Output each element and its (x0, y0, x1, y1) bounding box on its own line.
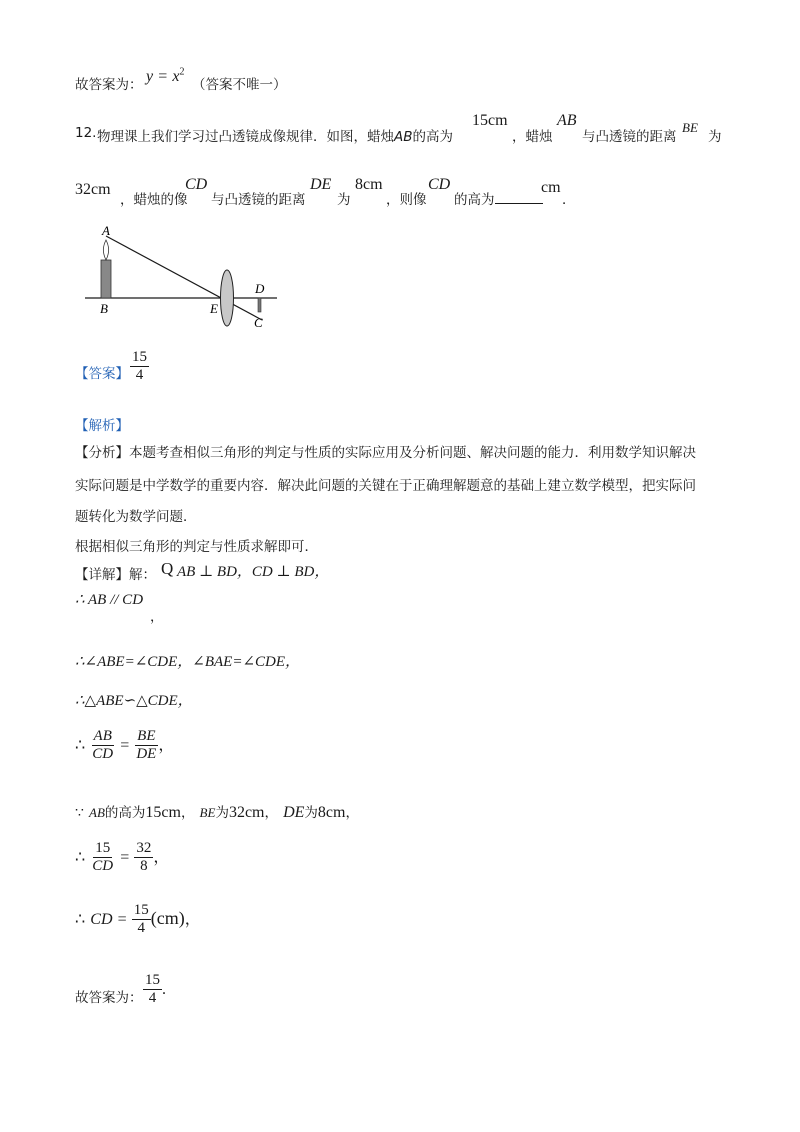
value-8cm: 8cm (355, 176, 383, 193)
detail-ratio: ∴ $\frac{AB}{CD}$ = $\frac{BE}{DE}$ ， (75, 728, 175, 762)
detail-perp: AB ⊥ BD，CD ⊥ BD， (177, 564, 330, 580)
point-d-label: D (255, 281, 265, 296)
question-text-1: 物理课上我们学习过凸透镜成像规律．如图，蜡烛AB的高为 (97, 129, 453, 145)
value-15cm: 15cm (472, 112, 508, 129)
value-32cm: 32cm (75, 181, 111, 198)
label-ab: AB (557, 112, 577, 129)
formula-rhs: x (172, 68, 180, 85)
label-be: BE (682, 120, 698, 135)
answer-blank (495, 191, 543, 204)
final-answer-label: 故答案为： (75, 990, 143, 1006)
detail-parallel: ∴ AB // CD (75, 592, 144, 608)
formula-lhs: y (146, 68, 154, 85)
formula-exp: 2 (179, 66, 185, 78)
detail-substitute: ∴ $\frac{15}{CD}$ = $\frac{32}{8}$ ， (75, 840, 170, 874)
detail-similar: ∴△ABE∽△CDE， (75, 693, 193, 709)
point-c-label: C (254, 315, 263, 330)
analysis-line-2: 实际问题是中学数学的重要内容．解决此问题的关键在于正确理解题意的基础上建立数学模型，把实际问 (75, 478, 696, 494)
analysis-tag: 【解析】 (75, 418, 129, 434)
answer-tag: 【答案】 (75, 366, 129, 382)
final-answer-fraction: $\frac{15}{4}$ . (145, 972, 166, 1006)
question-text-7: 为 (337, 192, 351, 208)
detail-parallel-comma: ， (150, 609, 164, 625)
analysis-line-4: 根据相似三角形的判定与性质求解即可． (75, 539, 318, 555)
unit-cm: cm (541, 179, 561, 196)
label-cd: CD (185, 176, 208, 193)
answer-fraction: $\frac{15}{4}$ (132, 349, 147, 383)
candle-body (101, 260, 111, 298)
detail-angles: ∴∠ABE=∠CDE，∠BAE=∠CDE， (75, 654, 301, 670)
label-de: DE (310, 176, 332, 193)
lens-diagram (80, 220, 290, 335)
point-b-label: B (100, 301, 108, 316)
question-text-8: ，则像 (386, 192, 427, 208)
candle-flame (103, 240, 108, 260)
analysis-line-3: 题转化为数学问题． (75, 509, 197, 525)
question-text-6: 与凸透镜的距离 (211, 192, 306, 208)
convex-lens (221, 270, 234, 326)
because-symbol: Q (161, 559, 174, 578)
analysis-line-1: 【分析】本题考查相似三角形的判定与性质的实际应用及分析问题、解决问题的能力．利用数学知识解决 (75, 445, 696, 461)
formula-eq: = (158, 68, 168, 85)
prev-answer-label: 故答案为： (75, 77, 143, 93)
point-a-label: A (102, 223, 110, 238)
question-text-9: 的高为 (454, 188, 543, 208)
point-e-label: E (210, 301, 218, 316)
question-text-5: ，蜡烛的像 (120, 192, 188, 208)
detail-result: ∴ CD = $\frac{15}{4}$ (cm)， (75, 902, 201, 936)
question-text-2: ，蜡烛 (512, 129, 553, 145)
detail-given: ∵ AB的高为15cm， BE为32cm， DE为8cm， (75, 804, 359, 821)
prev-answer-note: （答案不唯一） (192, 77, 287, 93)
prev-answer-formula (146, 66, 184, 86)
question-end: ． (562, 192, 576, 208)
question-text-4: 为 (708, 129, 722, 145)
question-number: 12. (75, 125, 97, 141)
question-text-3: 与凸透镜的距离 (582, 129, 677, 145)
detail-line-1: 【详解】解： (75, 567, 156, 583)
label-cd-2: CD (428, 176, 451, 193)
candle-image (258, 298, 261, 312)
light-ray (106, 236, 262, 320)
